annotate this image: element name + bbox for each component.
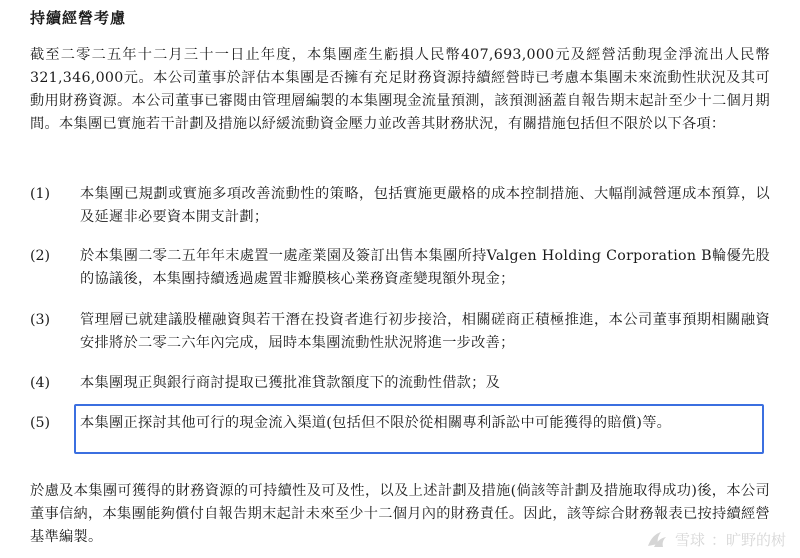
section-heading: 持續經營考慮	[30, 9, 127, 27]
list-item-text: 於本集團二零二五年年末處置一處產業園及簽訂出售本集團所持Valgen Holding Corporation B輪優先股的協議後，本集團持續透過處置非瓣膜核心業務資產變現額外現金；	[80, 248, 770, 287]
highlight-box	[74, 404, 764, 454]
intro-paragraph: 截至二零二五年十二月三十一日止年度，本集團產生虧損人民幣407,693,000元及經營活動現金淨流出人民幣321,346,000元。本公司董事於評估本集團是否擁有充足財務資源持續經營時已考慮本集團未來流動性狀況及其可動用財務資源。本公司董事已審閱由管理層編製的本集團現金流量預測，該預測涵蓋自報告期末起計至少十二個月期間。本集團已實施若干計劃及措施以紓緩流動資金壓力並改善其財務狀況，有關措施包括但不限於以下各項：	[30, 47, 770, 132]
list-item-number: (1)	[30, 186, 51, 202]
list-item-text: 本集團正探討其他可行的現金流入渠道(包括但不限於從相關專利訴訟中可能獲得的賠償)等。	[80, 415, 672, 431]
list-item-text: 本集團已規劃或實施多項改善流動性的策略，包括實施更嚴格的成本控制措施、大幅削減營運成本預算，以及延遲非必要資本開支計劃；	[80, 186, 770, 225]
list-item-number: (3)	[30, 312, 51, 328]
list-item-number: (5)	[30, 415, 51, 431]
list-item-number: (4)	[30, 375, 51, 391]
list-item-text: 管理層已就建議股權融資與若干潛在投資者進行初步接洽，相關磋商正積極推進，本公司董事預期相關融資安排將於二零二六年內完成，屆時本集團流動性狀況將進一步改善；	[80, 312, 770, 351]
list-item-text: 本集團現正與銀行商討提取已獲批准貸款額度下的流動性借款；及	[80, 375, 501, 391]
snowball-logo-icon	[645, 528, 669, 550]
list-item-number: (2)	[30, 248, 51, 264]
watermark	[645, 528, 786, 550]
watermark-author: ：旷野的树	[710, 530, 786, 549]
watermark-site: 雪球	[674, 530, 705, 549]
closing-paragraph: 於慮及本集團可獲得的財務資源的可持續性及可及性，以及上述計劃及措施(倘該等計劃及措施取得成功)後，本公司董事信納，本集團能夠償付自報告期末起計未來至少十二個月內的財務責任。因此，該等綜合財務報表已按持續經營基準編製。	[30, 483, 770, 545]
